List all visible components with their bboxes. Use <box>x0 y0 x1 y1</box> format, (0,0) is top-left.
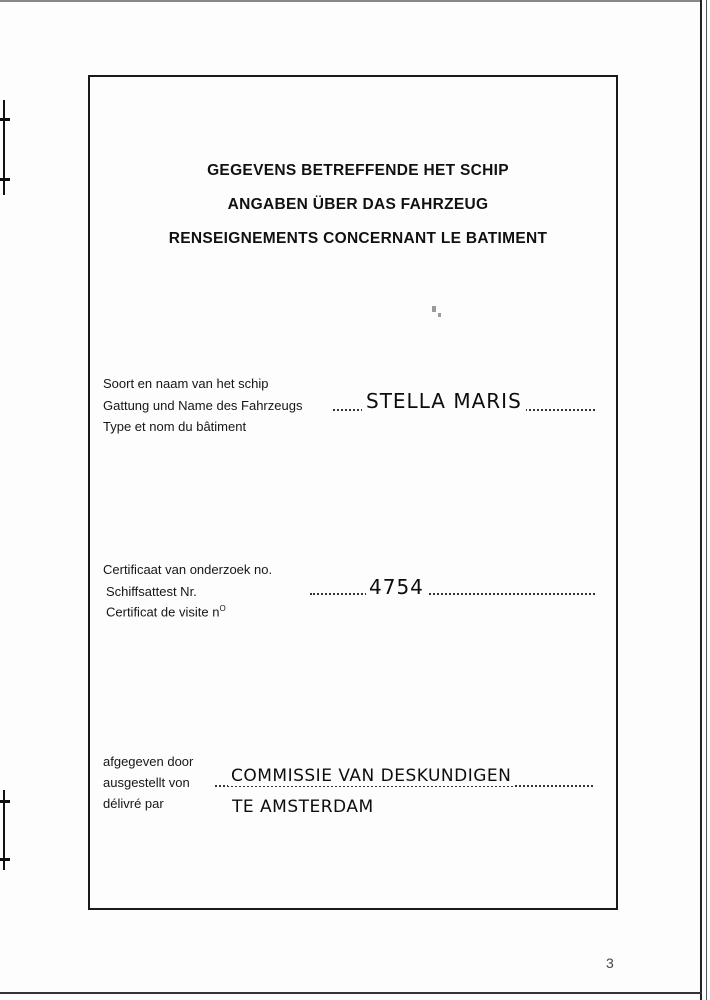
issued-by-value-line1: COMMISSIE VAN DESKUNDIGEN <box>228 766 514 786</box>
ship-label-german: Gattung und Name des Fahrzeugs <box>103 398 303 413</box>
heading-french: RENSEIGNEMENTS CONCERNANT LE BATIMENT <box>168 230 548 247</box>
binding-mark <box>0 118 10 121</box>
issued-by-value-line2: TE AMSTERDAM <box>232 797 374 817</box>
certificate-dotted-line <box>310 591 595 595</box>
page-edge-bottom <box>0 992 702 994</box>
heading-german: ANGABEN ÜBER DAS FAHRZEUG <box>227 196 489 213</box>
issued-label-french: délivré par <box>103 796 164 811</box>
certificate-label-french: Certificat de visite $n^O$ <box>106 604 226 620</box>
binding-mark <box>0 178 10 181</box>
page-edge-top <box>0 0 700 2</box>
certificate-superscript: O <box>219 604 226 613</box>
issued-label-german: ausgestellt von <box>103 775 190 790</box>
page-edge-right-outer <box>706 0 707 1000</box>
page-edge-right <box>700 0 702 1000</box>
scan-speck <box>438 313 441 317</box>
issued-label-dutch: afgegeven door <box>103 754 194 769</box>
certificate-label-dutch: Certificaat van onderzoek no. <box>103 562 273 577</box>
binding-mark <box>0 800 10 803</box>
certificate-label-german: Schiffsattest Nr. <box>106 584 197 599</box>
certificate-number-value: 4754 <box>366 575 427 599</box>
page-number: 3 <box>606 955 614 971</box>
binding-mark <box>0 858 10 861</box>
scan-speck <box>432 306 436 312</box>
ship-name-value: STELLA MARIS <box>362 389 526 413</box>
heading-dutch: GEGEVENS BETREFFENDE HET SCHIP <box>207 162 509 179</box>
ship-label-french: Type et nom du bâtiment <box>103 419 247 434</box>
ship-label-dutch: Soort en naam van het schip <box>103 376 269 391</box>
